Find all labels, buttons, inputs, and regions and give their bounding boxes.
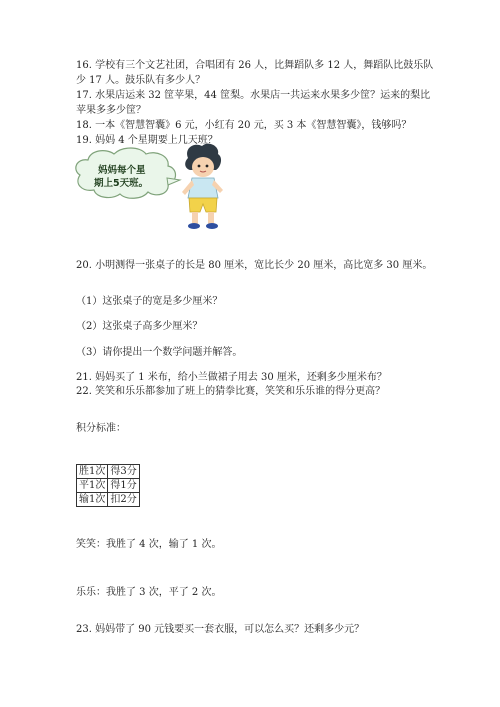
rules-label: 积分标准： [76,423,126,434]
q23-text: 23. 妈妈带了 90 元钱要买一套衣服，可以怎么买？还剩多少元？ [76,624,365,635]
table-row [77,465,140,479]
table-cell: 扣2分 [108,493,139,507]
bubble-text-line1: 妈妈每个星 [98,165,146,176]
table-cell: 平1次 [77,479,108,493]
q20-sub3: （3）请你提出一个数学问题并解答。 [76,347,243,358]
q17-line1: 17. 水果店运来 32 筐苹果，44 筐梨。水果店一共运来水果多少筐？运来的梨比 [76,90,431,101]
q22-text: 22. 笑笑和乐乐都参加了班上的猜拳比赛，笑笑和乐乐谁的得分更高？ [76,386,386,397]
q19-illustration [70,140,230,235]
q21-text: 21. 妈妈买了 1 米布，给小兰做裙子用去 30 厘米，还剩多少厘米布？ [76,372,387,383]
q16-line1: 16. 学校有三个文艺社团，合唱团有 26 人，比舞蹈队多 12 人，舞蹈队比鼓乐队 [76,60,434,71]
q20-sub2: （2）这张桌子高多少厘米？ [76,321,203,332]
q18-text: 18. 一本《智慧智囊》6 元，小红有 20 元，买 3 本《智慧智囊》，钱够吗？ [76,120,412,131]
q20-sub1: （1）这张桌子的宽是多少厘米？ [76,296,223,307]
score-table [76,464,140,507]
table-cell: 输1次 [77,493,108,507]
table-cell: 得3分 [108,465,139,479]
q20-text: 20. 小明测得一张桌子的长是 80 厘米，宽比长少 20 厘米，高比宽多 30 厘米。 [76,260,433,271]
child-character-icon [182,144,223,229]
q19-text: 19. 妈妈 4 个星期要上几天班？ [76,135,218,146]
xiaoxiao-statement: 笑笑：我胜了 4 次，输了 1 次。 [76,539,222,550]
lele-statement: 乐乐：我胜了 3 次，平了 2 次。 [76,587,222,598]
table-cell: 得1分 [108,479,139,493]
q16-line2: 少 17 人。鼓乐队有多少人？ [76,75,206,86]
q17-line2: 苹果多多少筐？ [76,105,146,116]
bubble-text-line2: 期上5天班。 [94,178,149,189]
table-row [77,493,140,507]
table-cell: 胜1次 [77,465,108,479]
table-row [77,479,140,493]
